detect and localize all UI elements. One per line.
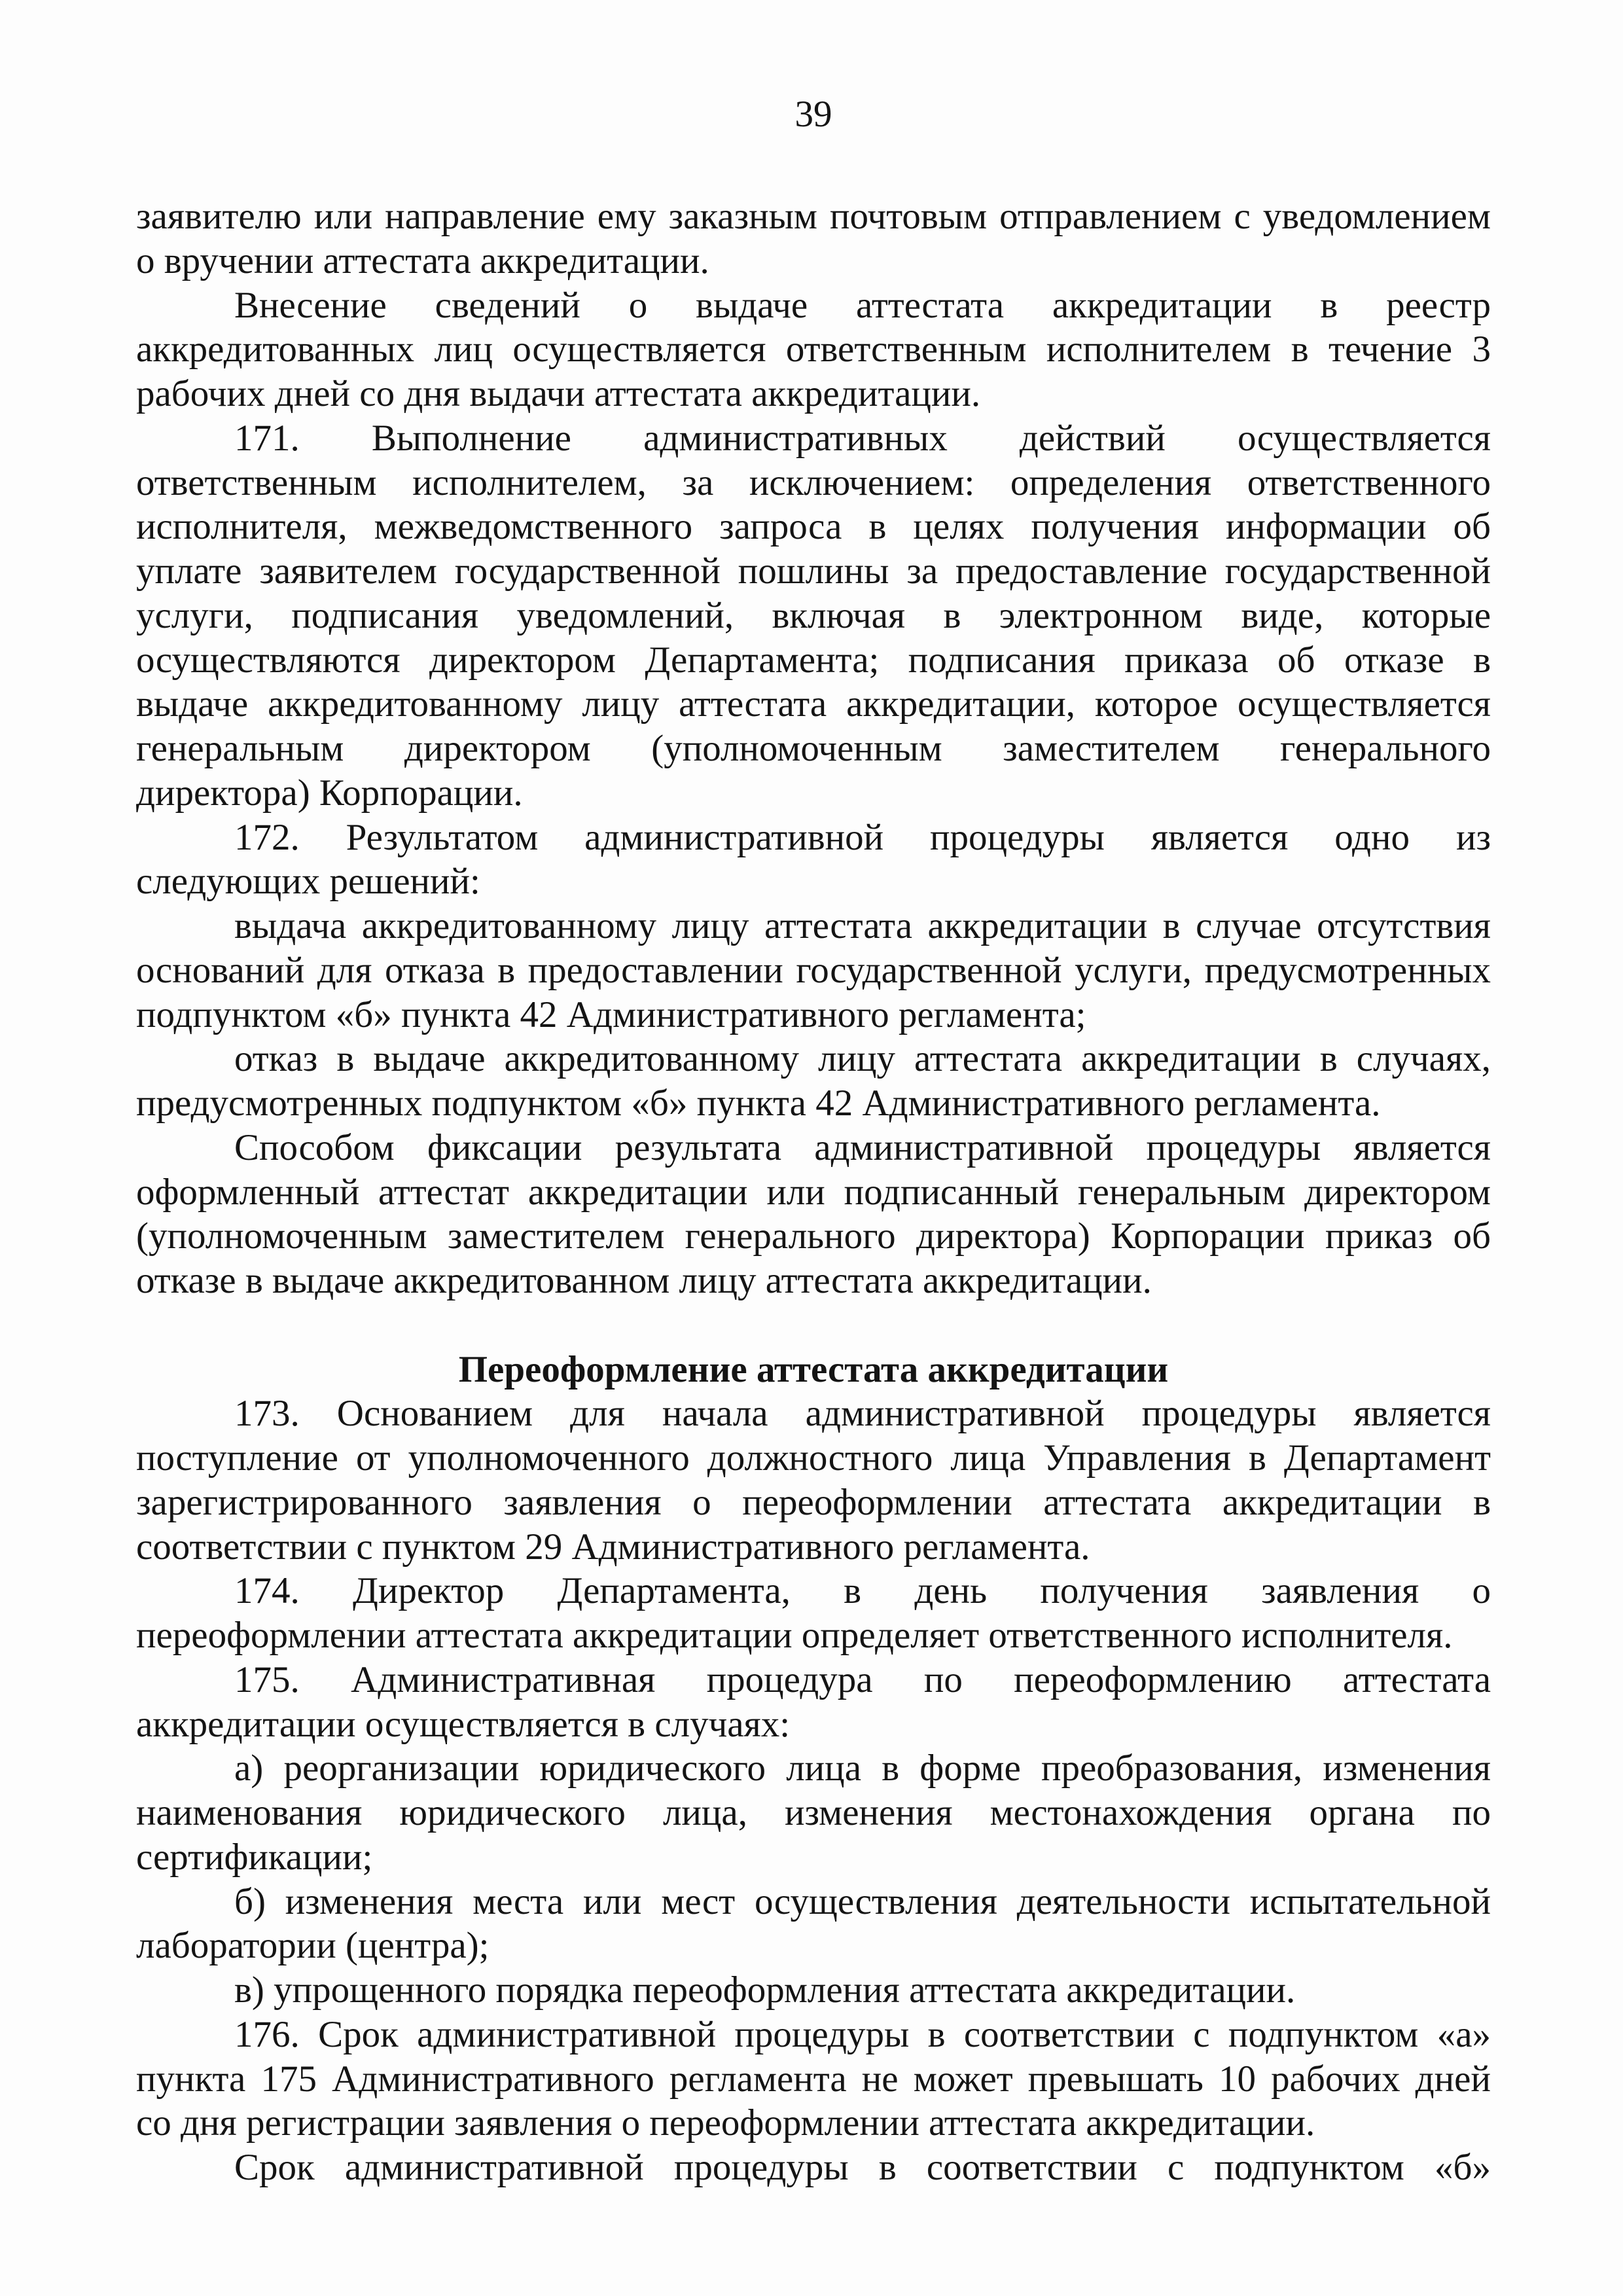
text-line: зарегистрированного заявления о переоформлении аттестата аккредитации в (136, 1481, 1491, 1523)
text-line: отказе в выдаче аккредитованном лицу аттестата аккредитации. (136, 1260, 1152, 1301)
text-line: пункта 175 Административного регламента не может превышать 10 рабочих дней (136, 2058, 1491, 2100)
list-item-b (136, 1880, 1491, 1969)
paragraph-registry-entry (136, 283, 1491, 416)
text-line: в) упрощенного порядка переоформления аттестата аккредитации. (234, 1969, 1296, 2011)
text-line: оснований для отказа в предоставлении государственной услуги, предусмотренных (136, 949, 1491, 991)
list-item-issue (136, 904, 1491, 1037)
text-line: 175. Административная процедура по переоформлению аттестата (234, 1659, 1491, 1700)
text-line: б) изменения места или мест осуществления деятельности испытательной (234, 1880, 1491, 1922)
text-line: предусмотренных подпунктом «б» пункта 42 Административного регламента. (136, 1083, 1381, 1124)
text-line: рабочих дней со дня выдачи аттестата аккредитации. (136, 373, 981, 414)
text-line: подпунктом «б» пункта 42 Административного регламента; (136, 994, 1086, 1035)
text-line: следующих решений: (136, 861, 480, 903)
paragraph-176 (136, 2013, 1491, 2145)
paragraph-174 (136, 1569, 1491, 1658)
text-line: а) реорганизации юридического лица в форме преобразования, изменения (234, 1748, 1491, 1789)
blank-line (136, 1303, 1491, 1348)
text-line: 174. Директор Департамента, в день получения заявления о (234, 1570, 1491, 1612)
text-line: аккредитованных лиц осуществляется ответственным исполнителем в течение 3 (136, 329, 1491, 370)
text-line: поступление от уполномоченного должностного лица Управления в Департамент (136, 1437, 1491, 1479)
paragraph-173 (136, 1391, 1491, 1569)
text-line: оформленный аттестат аккредитации или подписанный генеральным директором (136, 1171, 1491, 1213)
section-heading: Переоформление аттестата аккредитации (458, 1348, 1169, 1390)
text-line: 172. Результатом административной процедуры является одно из (234, 816, 1491, 858)
text-line: осуществляются директором Департамента; подписания приказа об отказе в (136, 639, 1491, 681)
text-line: со дня регистрации заявления о переоформлении аттестата аккредитации. (136, 2102, 1315, 2144)
text-line: выдаче аккредитованному лицу аттестата аккредитации, которое осуществляется (136, 683, 1491, 725)
text-line: лаборатории (центра); (136, 1925, 490, 1967)
paragraph-continuation (136, 194, 1491, 283)
text-line: (уполномоченным заместителем генерального директора) Корпорации приказ об (136, 1215, 1491, 1257)
text-line: 176. Срок административной процедуры в соответствии с подпунктом «а» (234, 2013, 1491, 2055)
list-item-v (136, 1968, 1491, 2013)
text-body (136, 194, 1491, 2190)
text-line: аккредитации осуществляется в случаях: (136, 1703, 791, 1745)
text-line: директора) Корпорации. (136, 772, 523, 814)
text-line: сертификации; (136, 1836, 373, 1878)
paragraph-fixation-method (136, 1126, 1491, 1303)
text-line: уплате заявителем государственной пошлины за предоставление государственной (136, 550, 1491, 592)
text-line: Срок административной процедуры в соответствии с подпунктом «б» (234, 2147, 1491, 2188)
text-line: заявителю или направление ему заказным почтовым отправлением с уведомлением (136, 196, 1491, 237)
paragraph-175 (136, 1658, 1491, 1747)
list-item-a (136, 1746, 1491, 1879)
text-line: услуги, подписания уведомлений, включая в электронном виде, которые (136, 594, 1491, 636)
text-line: соответствии с пунктом 29 Административного регламента. (136, 1526, 1090, 1568)
text-line: 173. Основанием для начала административной процедуры является (234, 1393, 1491, 1435)
text-line: 171. Выполнение административных действий осуществляется (234, 417, 1491, 459)
text-line: о вручении аттестата аккредитации. (136, 240, 709, 281)
paragraph-deadline-b (136, 2145, 1491, 2190)
list-item-refusal (136, 1037, 1491, 1126)
text-line: переоформлении аттестата аккредитации определяет ответственного исполнителя. (136, 1615, 1453, 1656)
text-line: отказ в выдаче аккредитованному лицу аттестата аккредитации в случаях, (234, 1038, 1491, 1080)
page-number: 39 (794, 94, 832, 135)
paragraph-171 (136, 416, 1491, 816)
text-line: Способом фиксации результата административной процедуры является (234, 1126, 1491, 1168)
text-line: исполнителя, межведомственного запроса в целях получения информации об (136, 506, 1491, 548)
text-line: генеральным директором (уполномоченным заместителем генерального (136, 728, 1491, 769)
text-line: ответственным исполнителем, за исключением: определения ответственного (136, 461, 1491, 503)
paragraph-172 (136, 816, 1491, 905)
text-line: Внесение сведений о выдаче аттестата аккредитации в реестр (234, 284, 1491, 326)
text-line: наименования юридического лица, изменения местонахождения органа по (136, 1792, 1491, 1833)
text-line: выдача аккредитованному лицу аттестата аккредитации в случае отсутствия (234, 905, 1491, 946)
